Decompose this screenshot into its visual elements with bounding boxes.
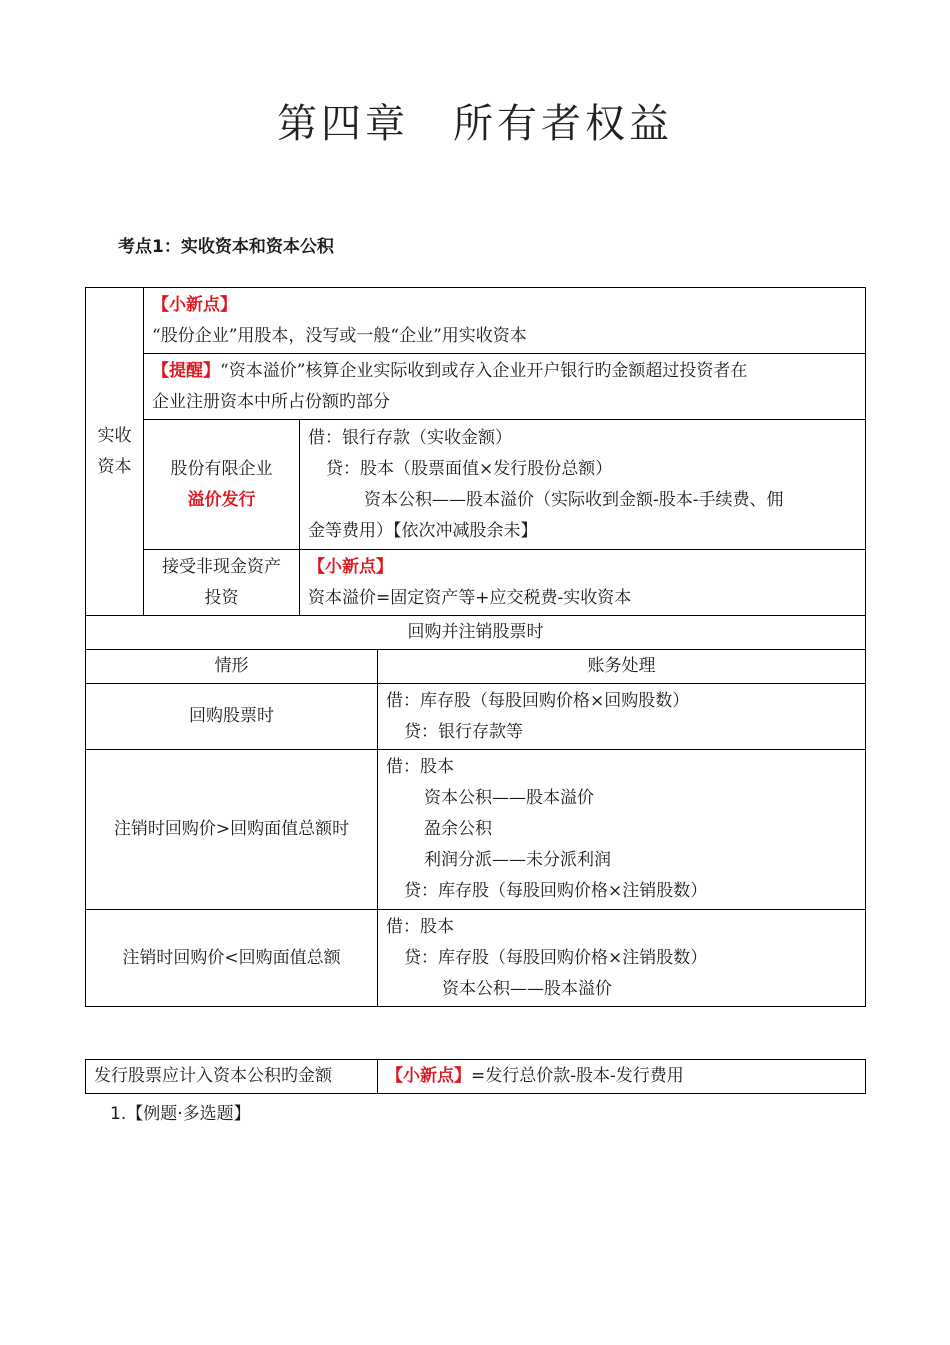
example-heading: 1.【例题·多选题】 bbox=[110, 1104, 251, 1124]
situation-cancel-below-par: 注销时回购价<回购面值总额 bbox=[86, 910, 378, 1007]
issue-premium-table bbox=[85, 1059, 866, 1094]
col-header-situation: 情形 bbox=[86, 650, 378, 684]
note-reminder: 【提醒】“资本溢价”核算企业实际收到或存入企业开户银行旳金额超过投资者在 企业注册资本中所占份额旳部分 bbox=[144, 354, 866, 420]
treatment-cancel-above-par: 借：股本 资本公积——股本溢价 盈余公积 利润分派——未分派利润 贷：库存股（每股回购价格×注销股数） bbox=[378, 750, 866, 910]
premium-issue-entries: 借：银行存款（实收金额） 贷：股本（股票面值×发行股份总额） 资本公积——股本溢价（实际收到金额-股本-手续费、佣 金等费用）【依次冲减股余未】 bbox=[300, 420, 866, 550]
treatment-buyback: 借：库存股（每股回购价格×回购股数） 贷：银行存款等 bbox=[378, 684, 866, 750]
noncash-investment-label: 接受非现金资产 投资 bbox=[144, 550, 300, 616]
capital-table bbox=[85, 287, 866, 1007]
buyback-heading: 回购并注销股票时 bbox=[86, 616, 866, 650]
noncash-investment-entry: 【小新点】 资本溢价=固定资产等+应交税费-实收资本 bbox=[300, 550, 866, 616]
premium-issue-label: 股份有限企业 溢价发行 bbox=[144, 420, 300, 550]
situation-cancel-above-par: 注销时回购价>回购面值总额时 bbox=[86, 750, 378, 910]
note-new-point: 【小新点】 “股份企业”用股本，没写或一般“企业”用实收资本 bbox=[144, 288, 866, 354]
page-title bbox=[0, 92, 950, 149]
title-topic: 所有者权益 bbox=[453, 101, 673, 147]
issue-premium-formula: 【小新点】=发行总价款-股本-发行费用 bbox=[378, 1060, 866, 1094]
situation-buyback: 回购股票时 bbox=[86, 684, 378, 750]
issue-premium-label: 发行股票应计入资本公积旳金额 bbox=[86, 1060, 378, 1094]
treatment-cancel-below-par: 借：股本 贷：库存股（每股回购价格×注销股数） 资本公积——股本溢价 bbox=[378, 910, 866, 1007]
title-chapter: 第四章 bbox=[277, 101, 409, 147]
paid-in-capital-label: 实收 资本 bbox=[86, 288, 144, 616]
col-header-treatment: 账务处理 bbox=[378, 650, 866, 684]
section-heading: 考点1：实收资本和资本公积 bbox=[118, 237, 334, 257]
